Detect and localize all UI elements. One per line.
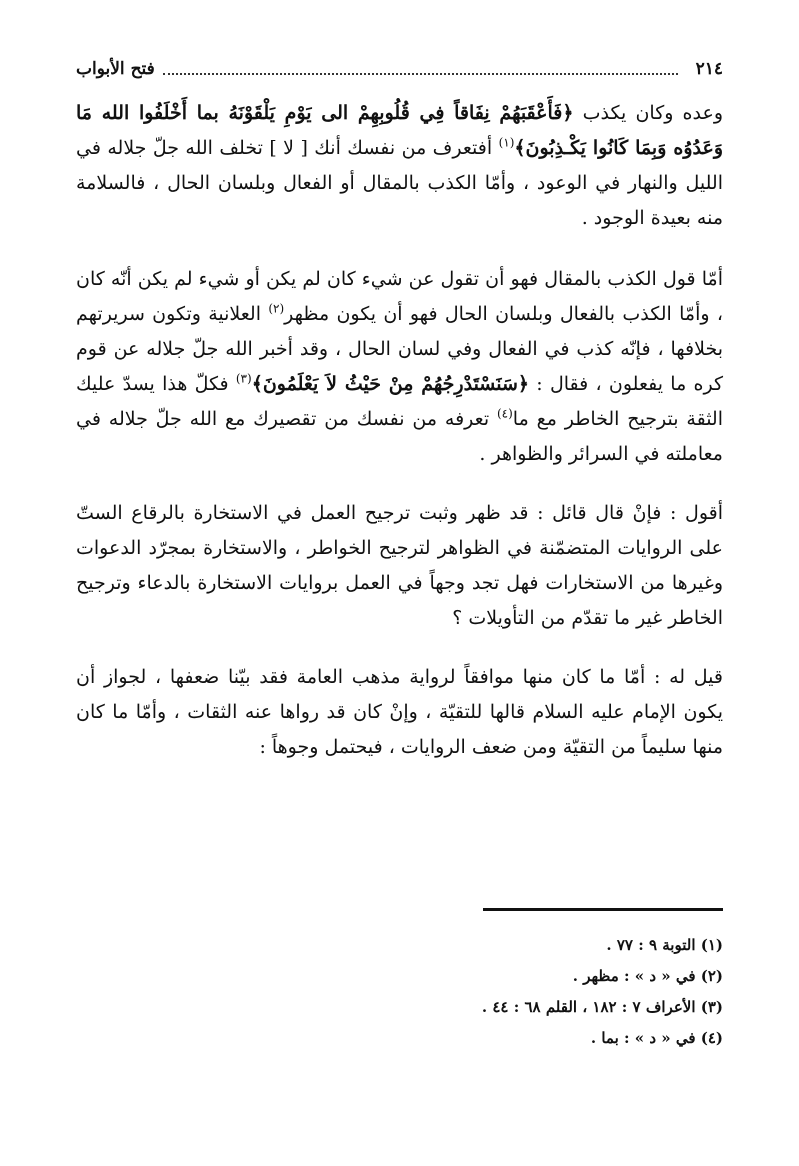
text-run: العلانية وتكون سريرتهم بخلافها ، فإنّه كذب في الفعال وفي لسان الحال ، وقد أخبر الله جلّ جلاله عن قوم كره ما يفعلون ، فقال : <box>76 303 723 395</box>
paragraph-2 <box>76 262 723 472</box>
text-run: وعده وكان يكذب <box>573 102 723 124</box>
paragraph-1 <box>76 96 723 236</box>
footnote-ref-4: (٤) <box>496 406 513 421</box>
text-run: أفتعرف من نفسك أنك [ لا ] تخلف الله جلّ جلاله في الليل والنهار في الوعود ، وأمّا الكذب بالمقال أو الفعال وبلسان الحال ، فالسلامة منه بعيدة الوجود . <box>76 137 723 229</box>
footnote-ref-2: (٢) <box>268 301 285 316</box>
footnote-ref-1: (١) <box>498 135 515 150</box>
main-text <box>76 96 723 785</box>
footnote-2: (٢) في « د » : مظهر . <box>572 967 723 985</box>
paragraph-3: أقول : فإنْ قال قائل : قد ظهر وثبت ترجيح العمل في الاستخارة بالرقاع الستّ على الروايات المتضمّنة في الظواهر لترجيح الخواطر ، والاستخارة بمجرّد الدعوات وغيرها من الاستخارات فهل تجد وجهاً في العمل بروايات الاستخارة بالدعاء وترجيح الخاطر غير ما تقدّم من التأويلات ؟ <box>76 502 723 629</box>
header-leader-dots <box>163 63 678 75</box>
footnote-1: (١) التوبة ٩ : ٧٧ . <box>606 936 723 954</box>
text-run: تعرفه من نفسك من تقصيرك مع الله جلّ جلاله في معاملته في السرائر والظواهر . <box>76 408 723 465</box>
footnote-3: (٣) الأعراف ٧ : ١٨٢ ، القلم ٦٨ : ٤٤ . <box>481 998 723 1016</box>
quran-quote: ﴿سَنَسْتَدْرِجُهُمْ مِنْ حَيْثُ لاَ يَعْلَمُونَ﴾ <box>251 373 530 395</box>
book-title: فتح الأبواب <box>76 59 155 79</box>
footnote-4: (٤) في « د » : بما . <box>590 1029 723 1047</box>
text-run: فكلّ هذا يسدّ عليك الثقة بترجيح الخاطر مع ما <box>76 373 723 430</box>
page-header <box>76 54 723 84</box>
text-run: أمّا قول الكذب بالمقال فهو أن تقول عن شيء كان لم يكن أو شيء لم يكن أنّه كان ، وأمّا الكذب بالفعال وبلسان الحال فهو أن يكون مظهر <box>76 268 723 325</box>
footnote-divider <box>483 908 723 911</box>
quran-quote: ﴿فَأَعْقَبَهُمْ نِفَاقاً فِي قُلُوبِهِمْ الى يَوْمِ يَلْقَوْنَهُ بما أَخْلَفُوا الله مَا وَعَدُوُه وَبِمَا كَانُوا يَكْـذِبُونَ﴾ <box>76 102 723 159</box>
footnote-ref-3: (٣) <box>235 371 252 386</box>
footnotes <box>76 930 723 1054</box>
page-number: ٢١٤ <box>695 59 723 79</box>
paragraph-4: قيل له : أمّا ما كان منها موافقاً لرواية مذهب العامة فقد بيّنا ضعفها ، لجواز أن يكون الإمام عليه السلام قالها للتقيّة ، وإنْ كان قد رواها عنه الثقات ، وأمّا ما كان منها سليماً من التقيّة ومن ضعف الروايات ، فيحتمل وجوهاً : <box>76 666 723 758</box>
